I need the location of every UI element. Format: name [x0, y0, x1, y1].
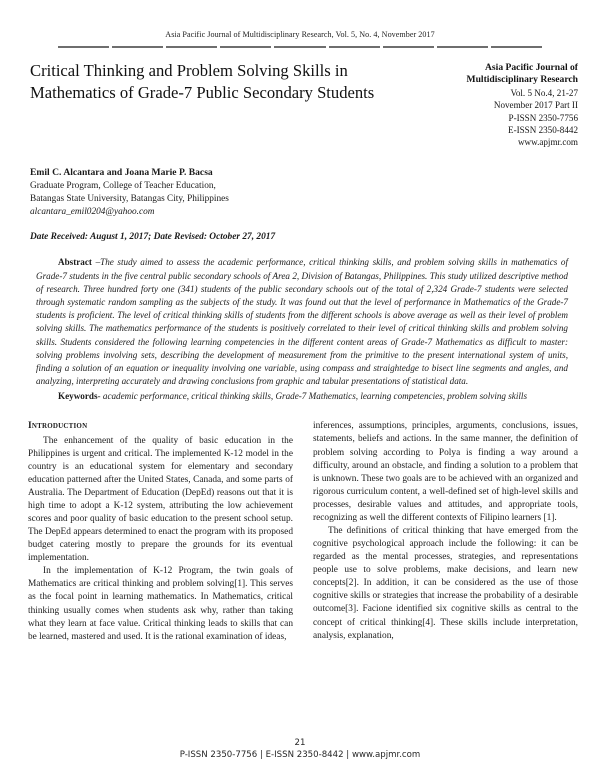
rule-segment	[166, 46, 217, 48]
right-column	[313, 420, 578, 643]
author-block	[0, 149, 600, 220]
submission-dates: Date Received: August 1, 2017; Date Revised: October 27, 2017	[30, 232, 276, 243]
journal-volume: Vol. 5 No.4, 21-27	[510, 87, 578, 98]
keywords-label: Keywords	[58, 391, 98, 402]
journal-issue-date: November 2017 Part II	[493, 100, 578, 111]
journal-website[interactable]: www.apjmr.com	[517, 137, 578, 148]
journal-info-block	[398, 60, 578, 149]
page-number: 21	[294, 738, 306, 748]
abstract-section	[0, 242, 600, 388]
journal-name-line1: Asia Pacific Journal of	[485, 62, 578, 73]
page-title: Critical Thinking and Problem Solving Skills in Mathematics of Grade-7 Public Secondary Students	[30, 61, 375, 102]
rule-segment	[491, 46, 542, 48]
rule-segment	[220, 46, 271, 48]
title-column	[30, 60, 398, 103]
section-heading-introduction: Introduction	[28, 421, 88, 432]
abstract-body: The study aimed to assess the academic performance, critical thinking skills, and problem solving skills in mathematics of Grade-7 students in the five central public secondary schools of Area 2, Division of Batangas, Philippines. This study utilized descriptive method of research. Three hundred forty one (341) students of the public secondary schools out of the total of 2,324 Grade-7 students were selected through systematic random sampling as the subjects of the study. It was found out that the level of performance in Mathematics of the Grade-7 students is proficient. The level of critical thinking skills of students from the different schools is above average as well as their level of problem solving skills. The mathematics performance of the students is positively correlated to their level of critical thinking skills and problem solving skills. Students considered the following learning competencies in the different content areas of Grade-7 Mathematics as difficult to master: solving problems involving sets, describing the development of measurement from the primitive to the present international system of units, finding a solution of an equation or inequality involving one variable, using compass and straightedge to bisect line segments and angles, and analyzing, interpreting accurately and drawing conclusions from graphic and tabular presentations of statistical data.	[36, 257, 569, 387]
journal-e-issn: E-ISSN 2350-8442	[508, 125, 578, 136]
abstract-paragraph	[36, 256, 568, 388]
page-footer	[0, 738, 600, 760]
rule-segment	[383, 46, 434, 48]
author-email[interactable]: alcantara_emil0204@yahoo.com	[30, 207, 155, 218]
keywords-terms: academic performance, critical thinking skills, Grade-7 Mathematics, learning competencies, problem solving skills	[102, 391, 528, 402]
footer-issn-line: P-ISSN 2350-7756 | E-ISSN 2350-8442 | www.apjmr.com	[179, 750, 421, 760]
keywords-dash: -	[97, 391, 103, 402]
abstract-label: Abstract	[58, 257, 92, 268]
journal-name-line2: Multidisciplinary Research	[466, 74, 578, 86]
author-affiliation-line1: Graduate Program, College of Teacher Education,	[30, 180, 216, 191]
keywords-section	[0, 388, 600, 403]
running-head: Asia Pacific Journal of Multidisciplinary Research, Vol. 5, No. 4, November 2017	[165, 30, 435, 39]
journal-p-issn: P-ISSN 2350-7756	[508, 112, 578, 123]
title-and-journal-row	[0, 49, 600, 149]
intro-paragraph-1: The enhancement of the quality of basic education in the Philippines is urgent and critical. The implemented K-12 model in the country is an educational system for elementary and secondary education patterned after the United States, Canada, and some parts of Australia. The Department of Education (DepEd) reasons out that it is high time to adopt a K-12 system, attributing the low achievement scores and poor quality of basic education to the present school setup. The DepEd appears determined to enact the program with its proposed budget catering mostly to prepare the grounds for its eventual implementation.	[28, 435, 293, 564]
rule-segment	[274, 46, 325, 48]
rule-segment	[112, 46, 163, 48]
intro-paragraph-4: The definitions of critical thinking that have emerged from the cognitive psychological approach include the following: it can be regarded as the mental processes, strategies, and representations people use to solve problems, make decisions, and learn new concepts[2]. In addition, it can be considered as the use of those cognitive skills or strategies that increase the probability of a desirable outcome[3]. Facione identified six cognitive skills as central to the concept of critical thinking[4]. These skills include interpretation, analysis, explanation,	[313, 526, 578, 641]
abstract-dash: –	[91, 257, 101, 268]
body-columns	[0, 403, 600, 643]
rule-segment	[329, 46, 380, 48]
author-affiliation-line2: Batangas State University, Batangas City, Philippines	[30, 194, 229, 205]
intro-paragraph-3: inferences, assumptions, principles, arguments, conclusions, issues, statements, beliefs and actions. In the same manner, the definition of problem solving according to Polya is finding a way around a difficulty, around an obstacle, and finding a solution to a problem that is unknown. These two goals are to be achieved with an organized and rigorous curriculum content, a well-defined set of high-level skills and processes, desirable values and attitudes, and appropriate tools, recognizing as well the different contexts of Filipino learners [1].	[313, 421, 578, 523]
intro-paragraph-2: In the implementation of K-12 Program, the twin goals of Mathematics are critical thinking and problem solving[1]. This serves as the focal point in learning mathematics. In Mathematics, critical thinking usually comes when students ask why, rather than taking what they learn at face value. Critical thinking leads to skills that can be learned, mastered and used. It is the rational examination of ideas,	[28, 566, 293, 642]
author-names: Emil C. Alcantara and Joana Marie P. Bacsa	[30, 166, 213, 178]
left-column	[28, 420, 293, 643]
rule-segment	[437, 46, 488, 48]
rule-segment	[58, 46, 109, 48]
